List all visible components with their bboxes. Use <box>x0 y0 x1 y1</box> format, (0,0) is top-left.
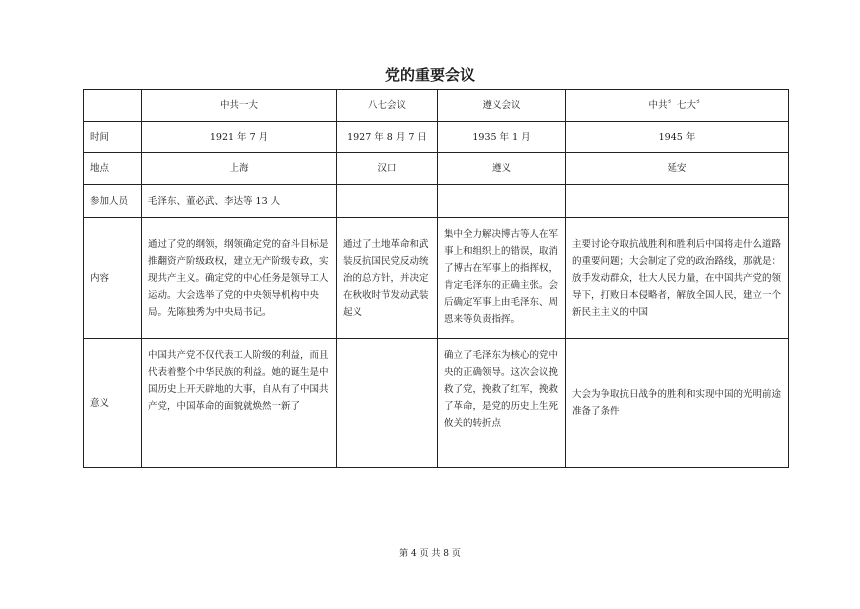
table-cell: 毛泽东、董必武、李达等 13 人 <box>142 185 337 218</box>
row-label: 参加人员 <box>84 185 142 218</box>
table-cell: 中国共产党不仅代表工人阶级的利益，而且代表着整个中华民族的利益。她的诞生是中国历史上开天辟地的大事，自从有了中国共产党，中国革命的面貌就焕然一新了 <box>142 339 337 468</box>
header-cell-blank <box>84 90 142 122</box>
table-cell: 通过了土地革命和武装反抗国民党反动统治的总方针，并决定在秋收时节发动武装起义 <box>337 218 438 339</box>
page-footer: 第 4 页 共 8 页 <box>399 549 461 559</box>
table-cell: 1921 年 7 月 <box>142 122 337 153</box>
table-cell: 通过了党的纲领，纲领确定党的奋斗目标是推翻资产阶级政权，建立无产阶级专政，实现共产主义。确定党的中心任务是领导工人运动。大会选举了党的中央领导机构中央局。先陈独秀为中央局书记。 <box>142 218 337 339</box>
row-label: 意义 <box>84 339 142 468</box>
header-cell: 中共一大 <box>142 90 337 122</box>
table-cell: 延安 <box>566 153 789 185</box>
table-cell: 1927 年 8 月 7 日 <box>337 122 438 153</box>
table-row <box>84 218 789 339</box>
table-cell: 集中全力解决博古等人在军事上和组织上的错误，取消了博古在军事上的指挥权，肯定毛泽东的正确主张。会后确定军事上由毛泽东、周恩来等负责指挥。 <box>438 218 566 339</box>
table-cell <box>566 185 789 218</box>
row-label: 地点 <box>84 153 142 185</box>
row-label: 时间 <box>84 122 142 153</box>
table-header-row <box>84 90 789 122</box>
table-row <box>84 122 789 153</box>
table-row <box>84 339 789 468</box>
table-cell <box>337 339 438 468</box>
table-cell <box>337 185 438 218</box>
table-cell <box>438 185 566 218</box>
header-cell: 中共〞七大〞 <box>566 90 789 122</box>
table-row <box>84 185 789 218</box>
table-cell: 主要讨论夺取抗战胜利和胜利后中国将走什么道路的重要问题；大会制定了党的政治路线，那就是：放手发动群众，壮大人民力量，在中国共产党的领导下，打败日本侵略者，解放全国人民，建立一个新民主主义的中国 <box>566 218 789 339</box>
page-title: 党的重要会议 <box>384 66 475 84</box>
row-label: 内容 <box>84 218 142 339</box>
header-cell: 八七会议 <box>337 90 438 122</box>
table-cell: 遵义 <box>438 153 566 185</box>
table-cell: 大会为争取抗日战争的胜利和实现中国的光明前途准备了条件 <box>566 339 789 468</box>
table-cell: 1945 年 <box>566 122 789 153</box>
table-cell: 上海 <box>142 153 337 185</box>
table-cell: 确立了毛泽东为核心的党中央的正确领导。这次会议挽救了党，挽救了红军，挽救了革命，是党的历史上生死攸关的转折点 <box>438 339 566 468</box>
table-cell: 汉口 <box>337 153 438 185</box>
table-row <box>84 153 789 185</box>
meetings-table <box>83 89 789 468</box>
table-cell: 1935 年 1 月 <box>438 122 566 153</box>
header-cell: 遵义会议 <box>438 90 566 122</box>
